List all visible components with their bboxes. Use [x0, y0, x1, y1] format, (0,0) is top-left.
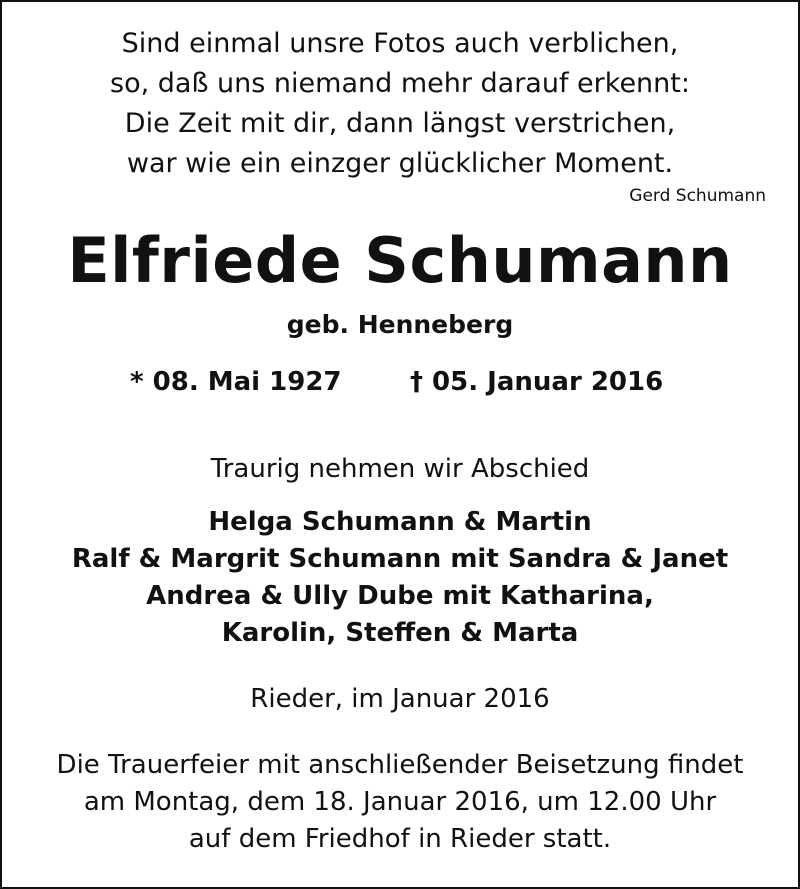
mourner-line: Andrea & Ully Dube mit Katharina, [146, 581, 654, 611]
birth-date: * 08. Mai 1927 [130, 367, 342, 397]
mourner-line: Karolin, Steffen & Marta [221, 618, 579, 648]
maiden-name: geb. Henneberg [286, 310, 514, 339]
mourner-line: Ralf & Margrit Schumann mit Sandra & Janet [71, 544, 729, 574]
poem-line: Die Zeit mit dir, dann längst verstrichen, [124, 108, 676, 139]
death-date: † 05. Januar 2016 [410, 367, 664, 397]
poem-line: so, daß uns niemand mehr darauf erkennt: [110, 68, 690, 99]
mourner-line: Helga Schumann & Martin [208, 507, 592, 537]
poem-line: Sind einmal unsre Fotos auch verblichen, [121, 28, 679, 59]
farewell-text: Traurig nehmen wir Abschied [210, 454, 590, 484]
funeral-line: auf dem Friedhof in Rieder statt. [188, 824, 612, 854]
deceased-name: Elfriede Schumann [67, 224, 733, 297]
poem-line: war wie ein einzger glücklicher Moment. [126, 148, 674, 179]
poem-author: Gerd Schumann [629, 186, 766, 206]
place-date: Rieder, im Januar 2016 [250, 684, 550, 714]
funeral-line: am Montag, dem 18. Januar 2016, um 12.00 Uhr [83, 787, 717, 817]
funeral-line: Die Trauerfeier mit anschließender Beisetzung findet [56, 750, 744, 780]
